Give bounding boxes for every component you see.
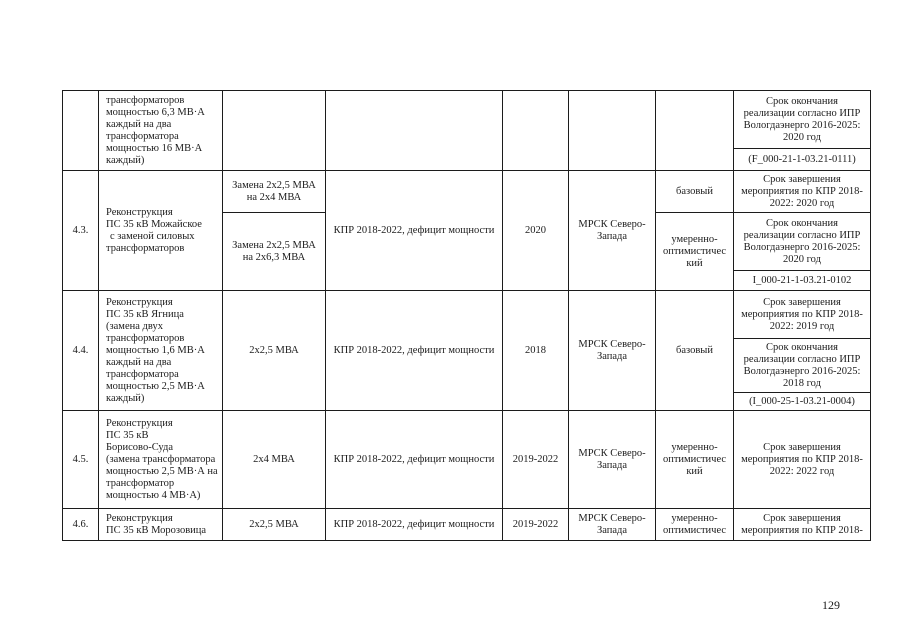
cell-line: оптимистичес bbox=[662, 524, 727, 536]
row-4-6-year-cell bbox=[502, 508, 569, 541]
cell-line: Реконструкция bbox=[106, 296, 173, 308]
cell-line: реализации согласно ИПР bbox=[743, 353, 861, 365]
row-4-3-scenario-cell-2 bbox=[655, 212, 734, 291]
cell-line: мощностью 2,5 МВ·А bbox=[106, 380, 205, 392]
row-cont-deadline-cell bbox=[733, 90, 871, 149]
cell-line: Замена 2х2,5 МВА bbox=[232, 179, 316, 191]
row-4-6-power-cell bbox=[222, 508, 326, 541]
cell-line: Борисово-Суда bbox=[106, 441, 174, 453]
cell-line: оптимистичес bbox=[662, 453, 727, 465]
cell-line: 2022: 2020 год bbox=[769, 197, 835, 209]
cell-line: 2х4 МВА bbox=[253, 453, 295, 465]
cell-line: Вологдаэнерго 2016-2025: bbox=[743, 365, 861, 377]
cell-line: Срок окончания bbox=[766, 95, 838, 107]
cell-line: 2х2,5 МВА bbox=[249, 344, 299, 356]
row-4-4-deadline-cell-2 bbox=[733, 338, 871, 393]
cell-line: Вологдаэнерго 2016-2025: bbox=[743, 241, 861, 253]
cell-line: МРСК Северо- bbox=[578, 338, 646, 350]
cell-line: трансформатора bbox=[106, 130, 179, 142]
cell-line: 2020 год bbox=[783, 131, 821, 143]
row-4-6-description-cell bbox=[98, 508, 223, 541]
row-4-5-scenario-cell bbox=[655, 410, 734, 509]
cell-line: Срок завершения bbox=[763, 441, 841, 453]
row-cont-scenario-cell bbox=[655, 90, 734, 171]
cell-line: мощностью 6,3 МВ·А bbox=[106, 106, 205, 118]
row-4-3-scenario-cell-1 bbox=[655, 170, 734, 213]
cell-line: Срок окончания bbox=[766, 217, 838, 229]
cell-line: мероприятия по КПР 2018- bbox=[741, 185, 863, 197]
cell-line: 2019-2022 bbox=[512, 518, 559, 530]
cell-line: (замена двух bbox=[106, 320, 163, 332]
cell-line: 2022: 2022 год bbox=[769, 465, 835, 477]
row-cont-program-cell bbox=[325, 90, 503, 171]
row-4-3-org-cell bbox=[568, 170, 656, 291]
row-4-4-org-cell bbox=[568, 290, 656, 411]
cell-line: трансформатора bbox=[106, 368, 179, 380]
cell-line: ПС 35 кВ Ягница bbox=[106, 308, 184, 320]
cell-line: (замена трансформатора bbox=[106, 453, 216, 465]
row-number: 4.4. bbox=[72, 344, 89, 356]
row-cont-description-cell bbox=[98, 90, 223, 171]
cell-line: (F_000-21-1-03.21-0111) bbox=[748, 153, 856, 165]
row-4-3-number-cell bbox=[62, 170, 99, 291]
row-4-3-year-cell bbox=[502, 170, 569, 291]
row-4-4-scenario-cell bbox=[655, 290, 734, 411]
page-number: 129 bbox=[822, 598, 840, 612]
row-cont-number-cell bbox=[62, 90, 99, 171]
row-4-6-program-cell bbox=[325, 508, 503, 541]
row-cont-org-cell bbox=[568, 90, 656, 171]
cell-line: умеренно- bbox=[671, 233, 718, 245]
row-4-5-number-cell bbox=[62, 410, 99, 509]
row-4-5-year-cell bbox=[502, 410, 569, 509]
cell-line: КПР 2018-2022, дефицит мощности bbox=[333, 344, 495, 356]
cell-line: трансформаторов bbox=[106, 242, 185, 254]
cell-line: мероприятия по КПР 2018- bbox=[741, 308, 863, 320]
cell-line: Запада bbox=[596, 230, 628, 242]
row-4-4-code-cell bbox=[733, 392, 871, 411]
cell-line: каждый) bbox=[106, 392, 145, 404]
cell-line: КПР 2018-2022, дефицит мощности bbox=[333, 224, 495, 236]
cell-line: 2020 год bbox=[783, 253, 821, 265]
cell-line: с заменой силовых bbox=[110, 230, 195, 242]
cell-line: Реконструкция bbox=[106, 417, 173, 429]
row-4-3-description-cell bbox=[98, 170, 223, 291]
row-4-6-scenario-cell bbox=[655, 508, 734, 541]
row-4-5-org-cell bbox=[568, 410, 656, 509]
cell-line: реализации согласно ИПР bbox=[743, 107, 861, 119]
row-4-3-code-cell bbox=[733, 270, 871, 291]
cell-line: Срок завершения bbox=[763, 512, 841, 524]
cell-line: ПС 35 кВ bbox=[106, 429, 149, 441]
cell-line: мощностью 2,5 МВ·А на bbox=[106, 465, 218, 477]
cell-line: мероприятия по КПР 2018- bbox=[741, 524, 863, 536]
cell-line: Запада bbox=[596, 350, 628, 362]
row-cont-code-cell bbox=[733, 148, 871, 171]
cell-line: реализации согласно ИПР bbox=[743, 229, 861, 241]
cell-line: (I_000-25-1-03.21-0004) bbox=[749, 395, 855, 407]
cell-line: МРСК Северо- bbox=[578, 218, 646, 230]
cell-line: умеренно- bbox=[671, 441, 718, 453]
row-4-3-program-cell bbox=[325, 170, 503, 291]
cell-line: на 2х4 МВА bbox=[246, 191, 302, 203]
cell-line: КПР 2018-2022, дефицит мощности bbox=[333, 453, 495, 465]
row-4-5-description-cell bbox=[98, 410, 223, 509]
row-4-4-deadline-cell-1 bbox=[733, 290, 871, 339]
cell-line: оптимистичес bbox=[662, 245, 727, 257]
row-4-3-power-cell-2 bbox=[222, 212, 326, 291]
cell-line: Замена 2х2,5 МВА bbox=[232, 239, 316, 251]
cell-line: МРСК Северо- bbox=[578, 512, 646, 524]
row-4-3-power-cell-1 bbox=[222, 170, 326, 213]
cell-line: ПС 35 кВ Морозовица bbox=[106, 524, 207, 536]
row-4-5-deadline-cell bbox=[733, 410, 871, 509]
row-4-5-power-cell bbox=[222, 410, 326, 509]
cell-line: на 2х6,3 МВА bbox=[242, 251, 306, 263]
cell-line: кий bbox=[686, 257, 703, 269]
cell-line: мероприятия по КПР 2018- bbox=[741, 453, 863, 465]
row-number: 4.6. bbox=[72, 518, 89, 530]
cell-line: Срок завершения bbox=[763, 173, 841, 185]
cell-line: 2019-2022 bbox=[512, 453, 559, 465]
cell-line: 2022: 2019 год bbox=[769, 320, 835, 332]
row-4-6-deadline-cell bbox=[733, 508, 871, 541]
cell-line: мощностью 4 МВ·А) bbox=[106, 489, 201, 501]
cell-line: Реконструкция bbox=[106, 206, 173, 218]
cell-line: Запада bbox=[596, 524, 628, 536]
row-4-4-power-cell bbox=[222, 290, 326, 411]
cell-line: Срок завершения bbox=[763, 296, 841, 308]
row-4-5-program-cell bbox=[325, 410, 503, 509]
cell-line: трансформаторов bbox=[106, 94, 185, 106]
row-4-3-deadline-cell-2 bbox=[733, 212, 871, 271]
cell-line: МРСК Северо- bbox=[578, 447, 646, 459]
row-4-6-org-cell bbox=[568, 508, 656, 541]
row-4-4-program-cell bbox=[325, 290, 503, 411]
row-number: 4.3. bbox=[72, 224, 89, 236]
row-number: 4.5. bbox=[72, 453, 89, 465]
cell-line: 2018 год bbox=[783, 377, 821, 389]
cell-line: кий bbox=[686, 465, 703, 477]
cell-line: КПР 2018-2022, дефицит мощности bbox=[333, 518, 495, 530]
cell-line: каждый на два bbox=[106, 118, 172, 130]
row-4-3-deadline-cell-1 bbox=[733, 170, 871, 213]
cell-line: базовый bbox=[676, 344, 713, 356]
row-4-4-description-cell bbox=[98, 290, 223, 411]
cell-line: Реконструкция bbox=[106, 512, 173, 524]
cell-line: Вологдаэнерго 2016-2025: bbox=[743, 119, 861, 131]
cell-line: каждый) bbox=[106, 154, 145, 166]
cell-line: 2018 bbox=[525, 344, 546, 356]
cell-line: мощностью 1,6 МВ·А bbox=[106, 344, 205, 356]
row-4-4-number-cell bbox=[62, 290, 99, 411]
cell-line: ПС 35 кВ Можайское bbox=[106, 218, 202, 230]
cell-line: трансформаторов bbox=[106, 332, 185, 344]
cell-line: умеренно- bbox=[671, 512, 718, 524]
cell-line: Запада bbox=[596, 459, 628, 471]
cell-line: базовый bbox=[676, 185, 713, 197]
cell-line: 2х2,5 МВА bbox=[249, 518, 299, 530]
cell-line: каждый на два bbox=[106, 356, 172, 368]
cell-line: 2020 bbox=[525, 224, 546, 236]
cell-line: I_000-21-1-03.21-0102 bbox=[752, 274, 852, 286]
cell-line: трансформатор bbox=[106, 477, 175, 489]
row-cont-year-cell bbox=[502, 90, 569, 171]
row-4-4-year-cell bbox=[502, 290, 569, 411]
row-cont-power-cell bbox=[222, 90, 326, 171]
cell-line: Срок окончания bbox=[766, 341, 838, 353]
cell-line: мощностью 16 МВ·А bbox=[106, 142, 203, 154]
row-4-6-number-cell bbox=[62, 508, 99, 541]
